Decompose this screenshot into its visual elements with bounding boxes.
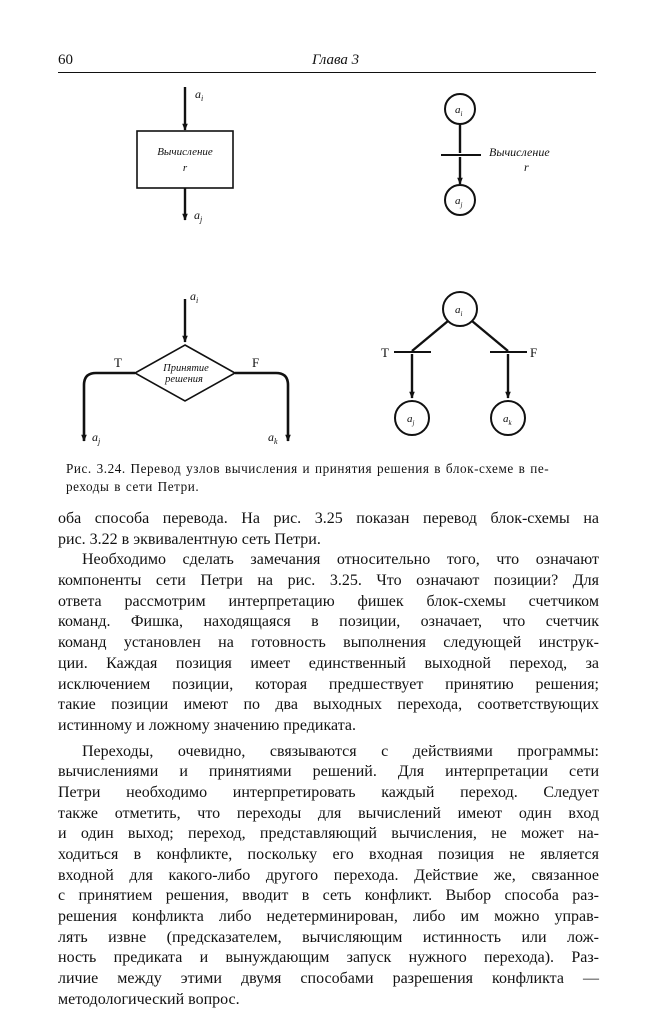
compute-label: Вычисление [157, 146, 213, 158]
figure-3-24 [0, 75, 652, 455]
figure-caption [66, 460, 596, 496]
label-aj: $a_j$ [92, 430, 101, 446]
compute-box [137, 131, 233, 188]
label-ai: $a_i$ [190, 289, 199, 305]
paragraph-2 [58, 550, 599, 736]
text-line: Необходимо сделать замечания относительно того, что означают [82, 551, 599, 569]
text-line: оба способа перевода. На рис. 3.25 показан перевод блок-схемы на [58, 510, 599, 527]
paragraph-3 [58, 742, 599, 1011]
true-label: T [114, 355, 122, 370]
false-label: F [530, 345, 538, 360]
arc-left [412, 321, 448, 351]
text-line: вычислениями и принятиями решений. Для интерпретации сети [58, 763, 599, 781]
petri-decision-transitions [381, 292, 537, 435]
paragraph-1 [58, 509, 599, 550]
compute-var: r [182, 162, 188, 174]
label-aj: $a_j$ [194, 208, 203, 224]
text-line: лять извне (предсказателем, вычисляющим истинность или лож- [58, 928, 599, 946]
running-header [58, 50, 596, 72]
caption-line: реходы в сети Петри. [66, 479, 200, 494]
text-line: решения конфликта либо недетерминирован, либо им можно управ- [58, 908, 599, 926]
label-ai: $a_i$ [195, 87, 204, 103]
text-line: команд установлен на готовность выполнения следующей инструк- [58, 634, 599, 652]
text-line: рис. 3.22 в эквивалентную сеть Петри. [58, 530, 321, 548]
flowchart-compute-node [137, 87, 233, 224]
text-line: ходиться в конфликте, поскольку его входная позиция не является [58, 846, 599, 863]
place-aj-label: $a_j$ [407, 413, 415, 427]
arc-right [472, 321, 508, 351]
false-label: F [252, 355, 260, 370]
flowchart-decision-node [84, 289, 288, 446]
transition-label: Вычисление [489, 145, 550, 159]
label-ak: $a_k$ [268, 430, 278, 446]
petri-compute-transition [441, 94, 550, 215]
text-line: с принятием решения, вводит в сеть конфликт. Выбор способа раз- [58, 887, 599, 905]
branch-false [235, 373, 288, 441]
text-line: методологический вопрос. [58, 990, 240, 1008]
text-line: компоненты сети Петри на рис. 3.25. Что означают позиции? Для [58, 572, 599, 590]
decision-line1: Принятие [163, 363, 209, 374]
place-aj-label: $a_j$ [455, 195, 463, 209]
text-line: истинному и ложному значению предиката. [58, 716, 356, 734]
text-line: команд. Фишка, находящаяся в позиции, означает, что счетчик [58, 613, 599, 631]
page-number: 60 [58, 52, 73, 68]
true-label: T [381, 345, 389, 360]
place-ak-label: $a_k$ [503, 413, 512, 427]
text-line: такие позиции имеют по два выходных перехода, соответствующих [58, 696, 599, 714]
text-line: Петри необходимо интерпретировать каждый переход. Следует [58, 783, 599, 801]
text-line: исключением позиции, которая предшествует принятию решения; [58, 675, 599, 693]
text-line: Переходы, очевидно, связываются с действиями программы: [82, 742, 599, 760]
text-line: также отметить, что переходы для вычислений имеют один вход [58, 804, 599, 822]
place-ai-label: $a_i$ [455, 104, 463, 118]
place-ai-label: $a_i$ [455, 304, 463, 318]
text-line: ность предиката и вынуждающим запуск нужного перехода). Раз- [58, 949, 599, 967]
text-line: и один выход; переход, представляющий вычисления, не может на- [58, 825, 599, 843]
text-line: ции. Каждая позиция имеет единственный выходной переход, за [58, 654, 599, 672]
transition-var: r [524, 160, 529, 174]
chapter-title: Глава 3 [312, 52, 360, 68]
text-line: ответа рассмотрим интерпретацию фишек блок-схемы счетчиком [58, 592, 599, 610]
body-text [58, 509, 599, 1011]
decision-line2: решения [165, 374, 203, 385]
text-line: входной для какого-либо другого перехода. Действие же, связанное [58, 866, 599, 884]
text-line: личие между этими двумя способами разрешения конфликта — [58, 970, 599, 988]
header-rule [58, 72, 596, 73]
caption-line: Рис. 3.24. Перевод узлов вычисления и принятия решения в блок-схеме в пе- [66, 461, 550, 476]
